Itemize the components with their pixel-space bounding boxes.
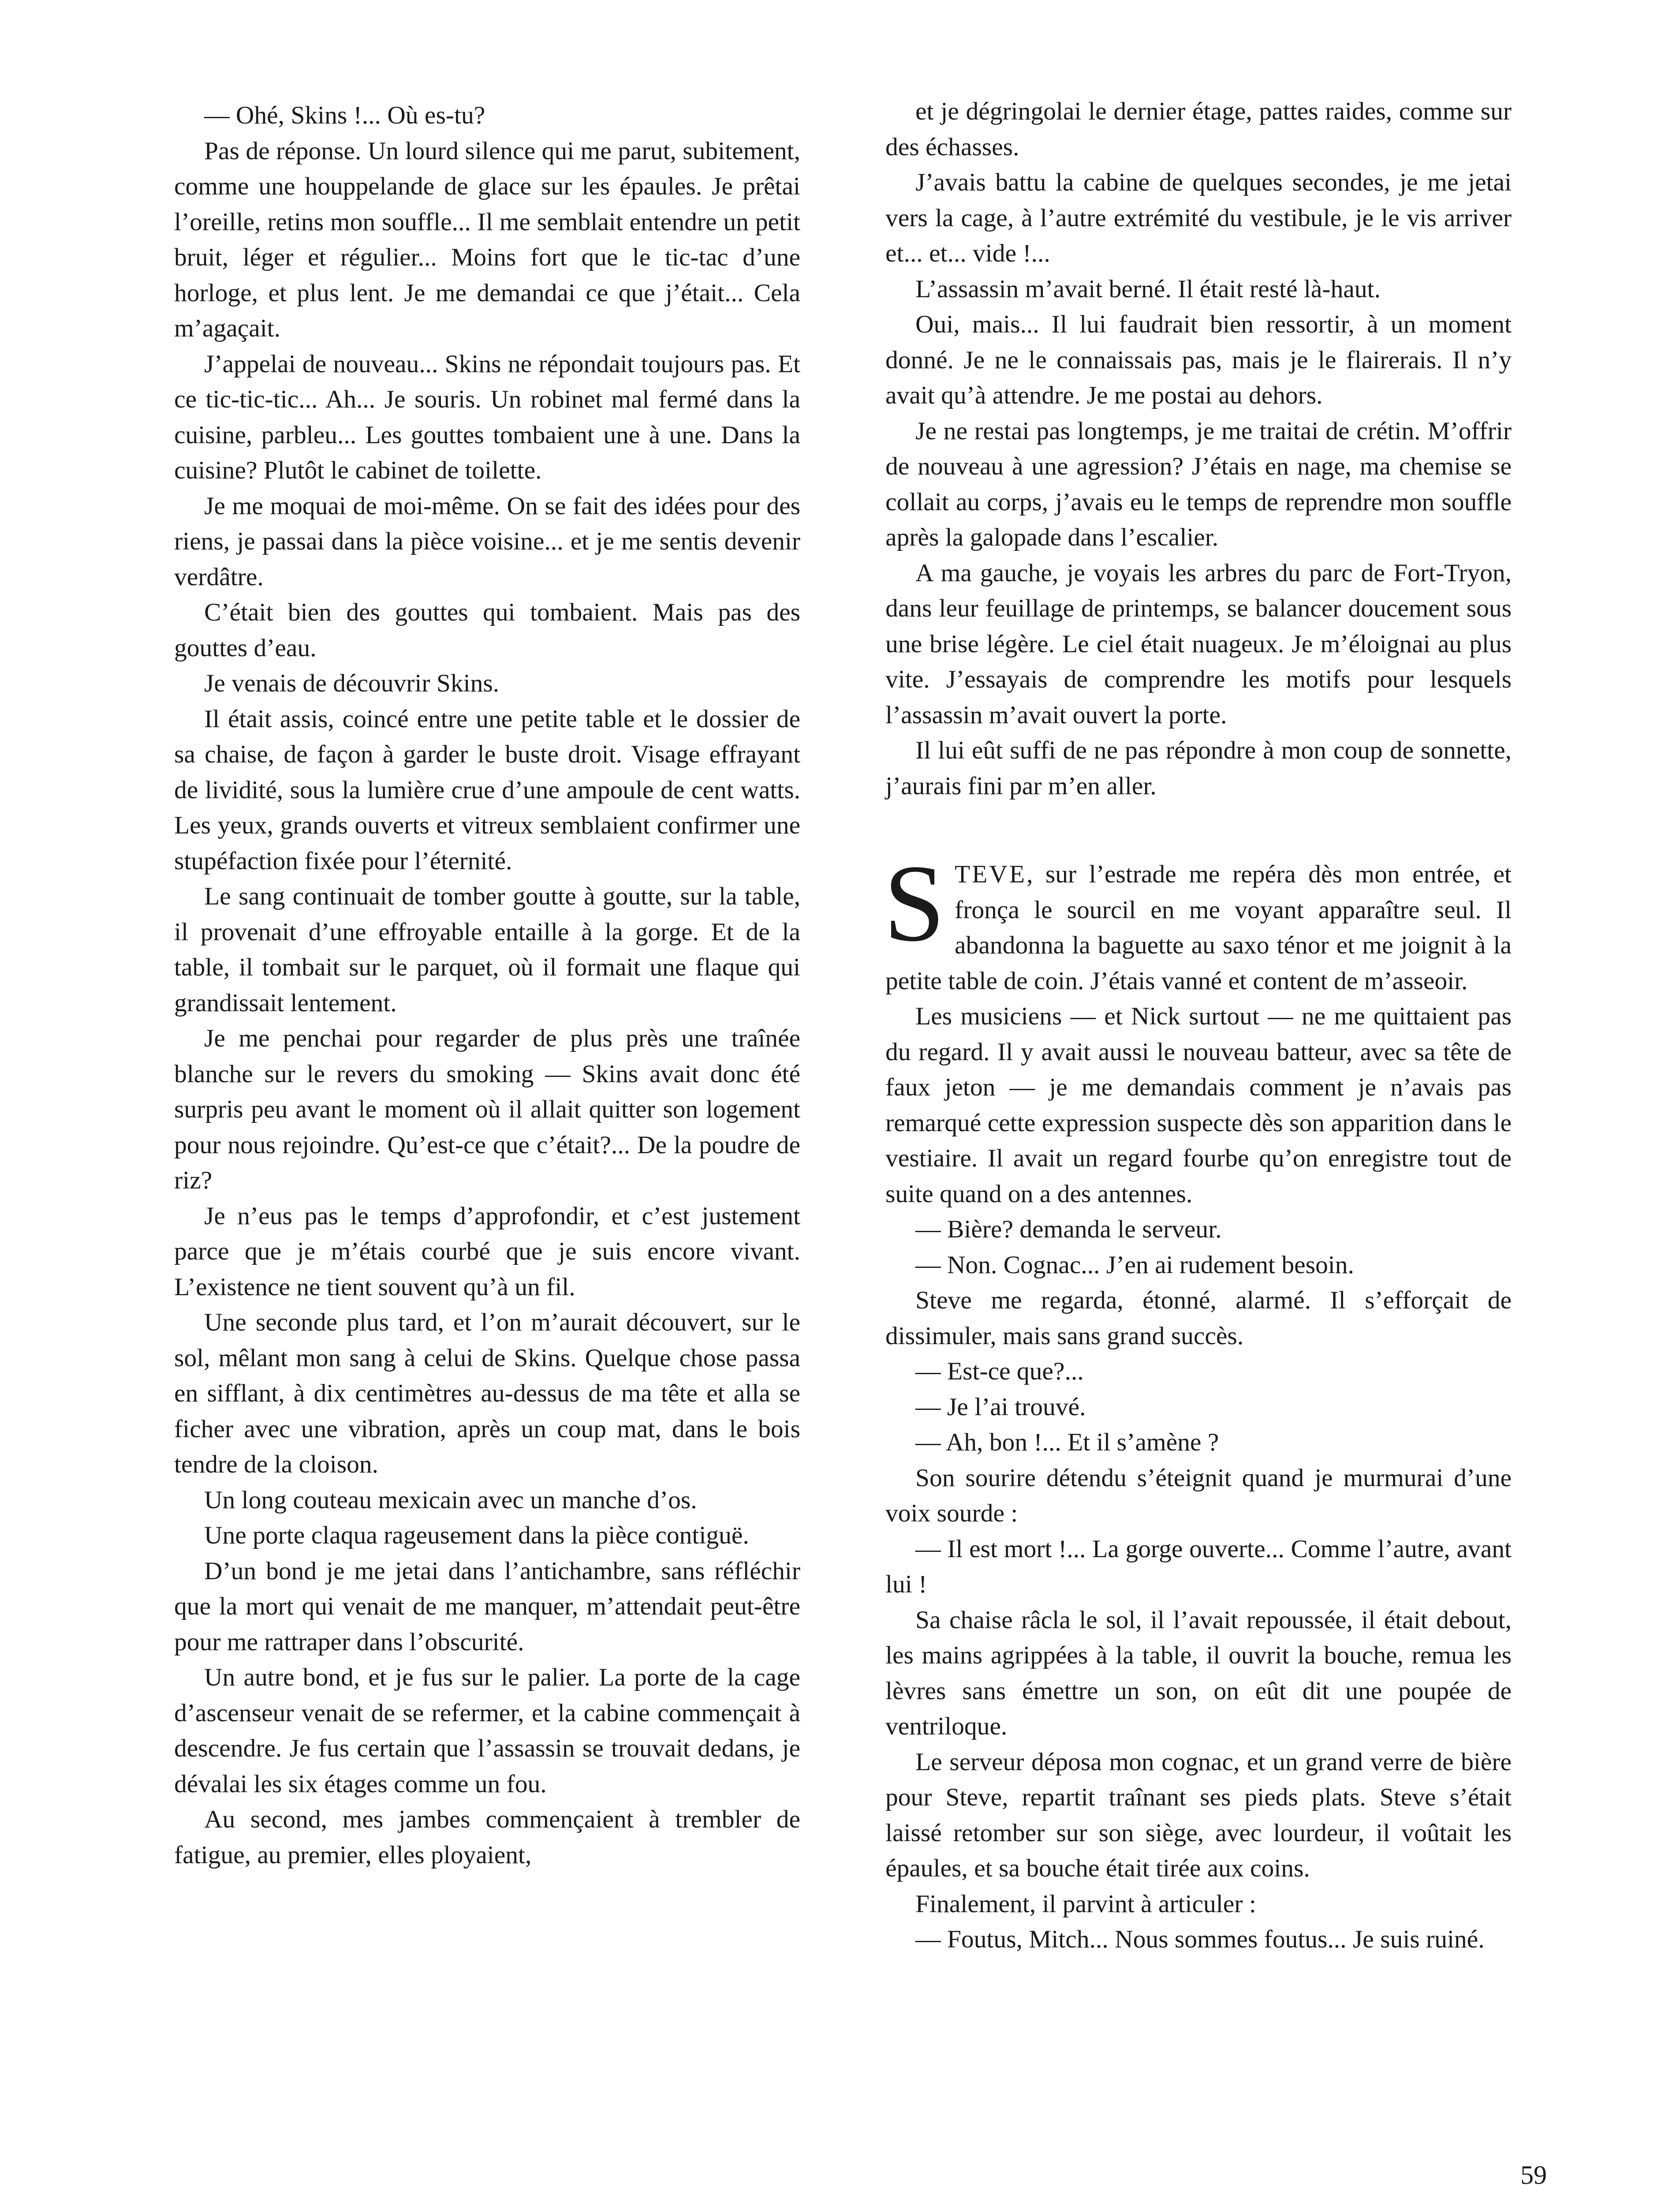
drop-cap-letter: S — [884, 842, 945, 964]
paragraph: Steve me regarda, étonné, alarmé. Il s’efforçait de dissimuler, mais sans grand succès. — [885, 1286, 1512, 1350]
paragraph: Un long couteau mexicain avec un manche d’os. — [204, 1486, 697, 1514]
paragraph: Finalement, il parvint à articuler : — [915, 1890, 1256, 1918]
paragraph: — Bière? demanda le serveur. — [915, 1215, 1222, 1243]
paragraph: Une porte claqua rageusement dans la pièce contiguë. — [204, 1521, 749, 1549]
paragraph: D’un bond je me jetai dans l’antichambre, sans réfléchir que la mort qui venait de me manquer, m’attendait peut-être pour me rattraper dans l’obscurité. — [174, 1557, 800, 1656]
paragraph: Le serveur déposa mon cognac, et un grand verre de bière pour Steve, repartit traînant ses pieds plats. Steve s’était laissé retomber sur son siège, avec lourdeur, il voûtait les épaules, et sa bouche était tirée aux coins. — [885, 1748, 1512, 1882]
paragraph: C’était bien des gouttes qui tombaient. Mais pas des gouttes d’eau. — [174, 598, 800, 662]
right-column-upper-section — [885, 94, 1512, 804]
paragraph: Le sang continuait de tomber goutte à goutte, sur la table, il provenait d’une effroyable entaille à la gorge. Et de la table, il tombait sur le parquet, où il formait une flaque qui grandissait lentement. — [174, 882, 800, 1017]
paragraph: J’appelai de nouveau... Skins ne répondait toujours pas. Et ce tic-tic-tic... Ah... Je souris. Un robinet mal fermé dans la cuisine, parbleu... Les gouttes tombaient une à une. Dans la cuisine? Plutôt le cabinet de toilette. — [174, 350, 800, 484]
paragraph: Il lui eût suffi de ne pas répondre à mon coup de sonnette, j’aurais fini par m’en aller. — [885, 736, 1512, 800]
paragraph: Les musiciens — et Nick surtout — ne me quittaient pas du regard. Il y avait aussi le nouveau batteur, avec sa tête de faux jeton — je me demandais comment je n’avais pas remarqué cette expression suspecte dès son apparition dans le vestiaire. Il avait un regard fourbe qu’on enregistre tout de suite quand on a des antennes. — [885, 1002, 1512, 1208]
paragraph: Au second, mes jambes commençaient à trembler de fatigue, au premier, elles ployaient, — [174, 1805, 800, 1869]
paragraph: A ma gauche, je voyais les arbres du parc de Fort-Tryon, dans leur feuillage de printemps, se balancer doucement sous une brise légère. Le ciel était nuageux. Je m’éloignai au plus vite. J’essayais de comprendre les motifs pour lesquels l’assassin m’avait ouvert la porte. — [885, 559, 1512, 729]
page-number: 59 — [1520, 2160, 1547, 2190]
paragraph: J’avais battu la cabine de quelques secondes, je me jetai vers la cage, à l’autre extrémité du vestibule, je le vis arriver et... et... vide !... — [885, 168, 1512, 267]
left-text-column — [174, 98, 800, 1873]
paragraph: Je me moquai de moi-même. On se fait des idées pour des riens, je passai dans la pièce voisine... et je me sentis devenir verdâtre. — [174, 492, 800, 591]
paragraph: Sa chaise râcla le sol, il l’avait repoussée, il était debout, les mains agrippées à la table, il ouvrit la bouche, remua les lèvres sans émettre un son, on eût dit une poupée de ventriloque. — [885, 1606, 1512, 1740]
paragraph: Pas de réponse. Un lourd silence qui me parut, subitement, comme une houppelande de glace sur les épaules. Je prêtai l’oreille, retins mon souffle... Il me semblait entendre un petit bruit, léger et régulier... Moins fort que le tic-tac d’une horloge, et plus lent. Je me demandai ce que j’était... Cela m’agaçait. — [174, 137, 800, 342]
paragraph: Je me penchai pour regarder de plus près une traînée blanche sur le revers du smoking — Skins avait donc été surpris peu avant le moment où il allait quitter son logement pour nous rejoindre. Qu’est-ce que c’était?... De la poudre de riz? — [174, 1024, 800, 1194]
paragraph: Je ne restai pas longtemps, je me traitai de crétin. M’offrir de nouveau à une agression? J’étais en nage, ma chemise se collait au corps, j’avais eu le temps de reprendre mon souffle après la galopade dans l’escalier. — [885, 417, 1512, 551]
right-text-column — [885, 94, 1512, 1958]
paragraph: Il était assis, coincé entre une petite table et le dossier de sa chaise, de façon à garder le buste droit. Visage effrayant de lividité, sous la lumière crue d’une ampoule de cent watts. Les yeux, grands ouverts et vitreux semblaient confirmer une stupéfaction fixée pour l’éternité. — [174, 705, 800, 875]
paragraph: L’assassin m’avait berné. Il était resté là-haut. — [915, 275, 1381, 303]
paragraph: — Je l’ai trouvé. — [915, 1393, 1086, 1421]
drop-cap-rest: , sur l’estrade me repéra dès mon entrée, et fronça le sourcil en me voyant apparaître seul. Il abandonna la baguette au saxo ténor et me joignit à la petite table de coin. J’étais vanné et content de m’asseoir. — [885, 860, 1512, 995]
dropcap-paragraph — [884, 842, 1512, 999]
paragraph: — Ah, bon !... Et il s’amène ? — [915, 1428, 1219, 1456]
paragraph: Je n’eus pas le temps d’approfondir, et c’est justement parce que je m’étais courbé que je suis encore vivant. L’existence ne tient souvent qu’à un fil. — [174, 1202, 800, 1301]
paragraph: Oui, mais... Il lui faudrait bien ressortir, à un moment donné. Je ne le connaissais pas, mais je le flairerais. Il n’y avait qu’à attendre. Je me postai au dehors. — [885, 310, 1512, 409]
paragraph: — Il est mort !... La gorge ouverte... Comme l’autre, avant lui ! — [885, 1535, 1512, 1598]
paragraph: Je venais de découvrir Skins. — [204, 669, 500, 697]
right-column-lower-section — [885, 999, 1512, 1958]
paragraph: Son sourire détendu s’éteignit quand je murmurai d’une voix sourde : — [885, 1464, 1512, 1527]
paragraph: Un autre bond, et je fus sur le palier. La porte de la cage d’ascenseur venait de se refermer, et la cabine commençait à descendre. Je fus certain que l’assassin se trouvait dedans, je dévalai les six étages comme un fou. — [174, 1663, 800, 1798]
drop-cap-smallcaps: TEVE — [955, 860, 1027, 888]
paragraph: — Est-ce que?... — [915, 1357, 1084, 1385]
paragraph: — Foutus, Mitch... Nous sommes foutus... Je suis ruiné. — [915, 1925, 1485, 1953]
paragraph: — Non. Cognac... J’en ai rudement besoin. — [915, 1251, 1354, 1279]
paragraph: et je dégringolai le dernier étage, pattes raides, comme sur des échasses. — [885, 97, 1512, 161]
paragraph: Une seconde plus tard, et l’on m’aurait découvert, sur le sol, mêlant mon sang à celui de Skins. Quelque chose passa en sifflant, à dix centimètres au-dessus de ma tête et alla se ficher avec une vibration, après un coup mat, dans le bois tendre de la cloison. — [174, 1308, 800, 1478]
paragraph: — Ohé, Skins !... Où es-tu? — [204, 101, 485, 129]
